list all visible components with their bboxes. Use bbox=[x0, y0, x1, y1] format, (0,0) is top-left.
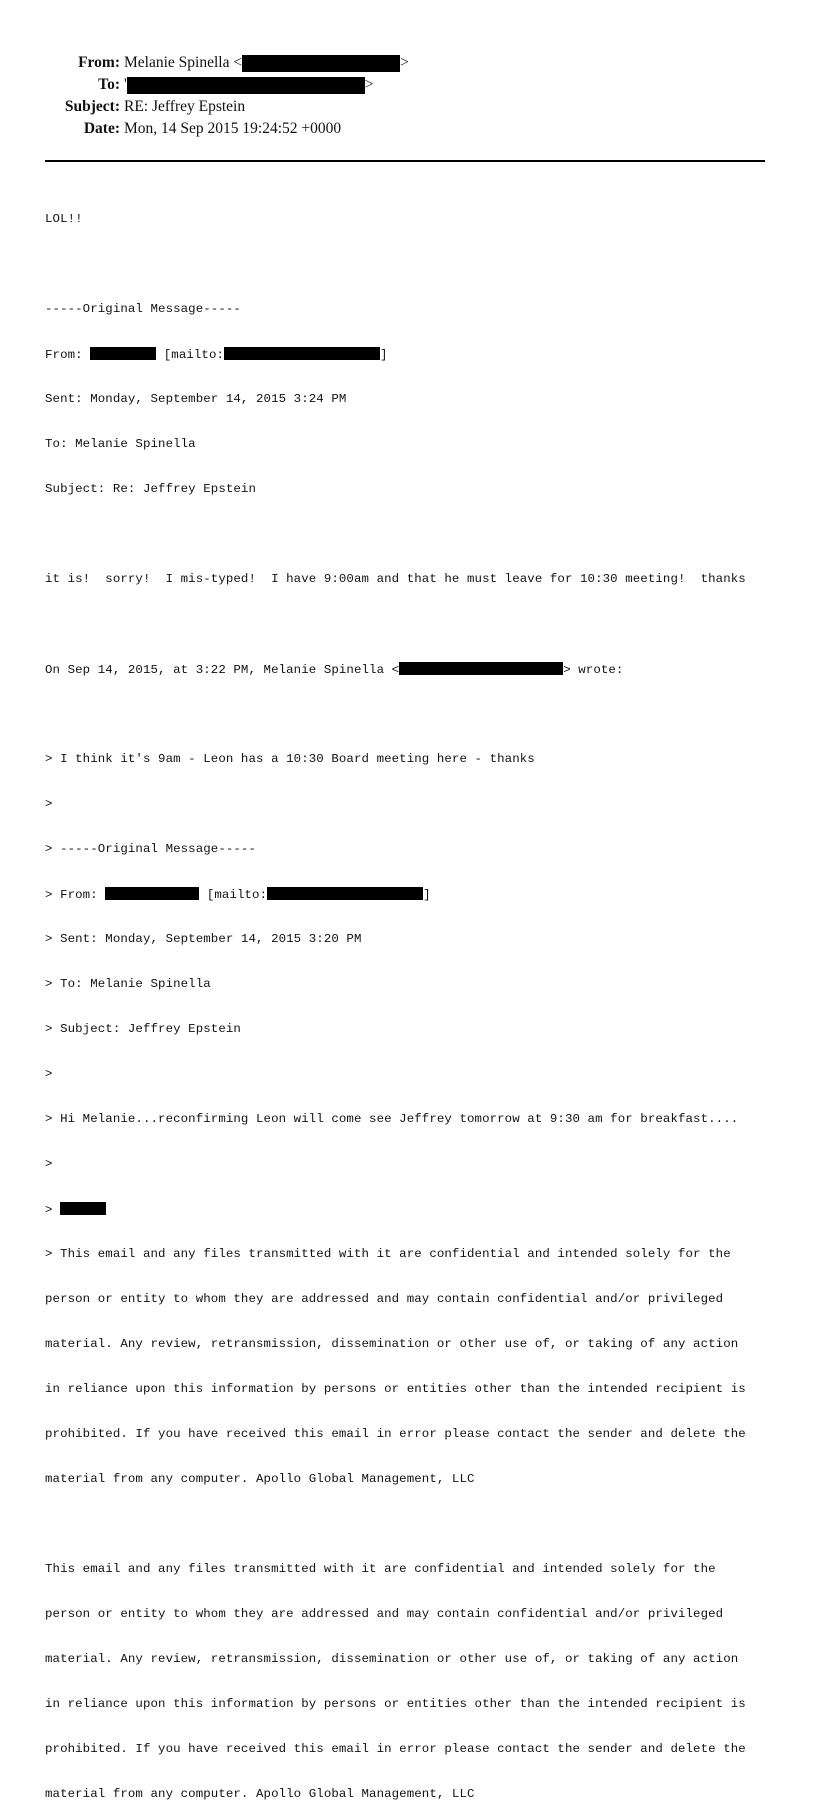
disclaimer-line: person or entity to whom they are addressed and may contain confidential and/or privileged bbox=[45, 1607, 724, 1621]
date-label: Date: bbox=[83, 120, 120, 137]
blank-line bbox=[45, 257, 785, 272]
subject-value: RE: Jeffrey Epstein bbox=[124, 98, 246, 115]
redacted-from-email bbox=[242, 55, 400, 72]
redacted-sender-email bbox=[224, 347, 380, 360]
quoted-disclaimer-line: > This email and any files transmitted with it are confidential and intended solely for the bbox=[45, 1247, 731, 1261]
to-close: > bbox=[364, 76, 374, 93]
from-label: From: bbox=[78, 54, 120, 71]
original-message-separator: -----Original Message----- bbox=[45, 302, 241, 316]
blank-line bbox=[45, 707, 785, 722]
quoted-signature-line bbox=[45, 1202, 785, 1217]
to-open: ' bbox=[124, 76, 127, 93]
to-label: To: bbox=[98, 76, 120, 93]
quoted-disclaimer-line: material. Any review, retransmission, dissemination or other use of, or taking of any action bbox=[45, 1337, 739, 1351]
from-value bbox=[124, 52, 409, 74]
redacted-to-email bbox=[127, 77, 365, 94]
quoted-disclaimer-line: prohibited. If you have received this email in error please contact the sender and delete the bbox=[45, 1427, 746, 1441]
date-value: Mon, 14 Sep 2015 19:24:52 +0000 bbox=[124, 120, 342, 137]
redacted-signature bbox=[60, 1202, 106, 1215]
quoted-message: > Hi Melanie...reconfirming Leon will come see Jeffrey tomorrow at 9:30 am for breakfast.... bbox=[45, 1112, 739, 1126]
quote-marker: > bbox=[45, 1157, 53, 1171]
blank-line bbox=[45, 1517, 785, 1532]
redacted-sender-email bbox=[267, 887, 423, 900]
orig1-sent-line: Sent: Monday, September 14, 2015 3:24 PM bbox=[45, 392, 347, 406]
quote-marker: > bbox=[45, 1067, 53, 1081]
header-divider bbox=[45, 160, 765, 162]
quoted-sent-line: > Sent: Monday, September 14, 2015 3:20 PM bbox=[45, 932, 362, 946]
quoted-sig-prefix: > bbox=[45, 1203, 61, 1217]
quote-marker: > bbox=[45, 797, 53, 811]
email-body bbox=[45, 182, 785, 1817]
from-close: > bbox=[400, 54, 409, 71]
subject-label: Subject: bbox=[64, 98, 120, 115]
redacted-email bbox=[399, 662, 563, 675]
on-wrote-suffix: > wrote: bbox=[563, 663, 624, 677]
quoted-subject-line: > Subject: Jeffrey Epstein bbox=[45, 1022, 241, 1036]
from-name: Melanie Spinella < bbox=[124, 54, 243, 71]
quoted-to-line: > To: Melanie Spinella bbox=[45, 977, 211, 991]
disclaimer-line: material from any computer. Apollo Global Management, LLC bbox=[45, 1787, 475, 1801]
quoted-from-line bbox=[45, 887, 785, 902]
orig1-from-line bbox=[45, 347, 785, 362]
orig1-mailto-suffix: ] bbox=[380, 348, 388, 362]
redacted-sender-name bbox=[105, 887, 199, 900]
orig1-subject-line: Subject: Re: Jeffrey Epstein bbox=[45, 482, 256, 496]
reply-text: LOL!! bbox=[45, 212, 83, 226]
quoted-disclaimer-line: in reliance upon this information by persons or entities other than the intended recipient is bbox=[45, 1382, 746, 1396]
blank-line bbox=[45, 527, 785, 542]
quoted-disclaimer-line: material from any computer. Apollo Global Management, LLC bbox=[45, 1472, 475, 1486]
on-wrote-prefix: On Sep 14, 2015, at 3:22 PM, Melanie Spinella < bbox=[45, 663, 400, 677]
blank-line bbox=[45, 617, 785, 632]
disclaimer-line: prohibited. If you have received this email in error please contact the sender and delete the bbox=[45, 1742, 746, 1756]
quoted-mailto-suffix: ] bbox=[423, 888, 431, 902]
disclaimer-line: material. Any review, retransmission, dissemination or other use of, or taking of any action bbox=[45, 1652, 739, 1666]
quoted-mailto-prefix: [mailto: bbox=[199, 888, 268, 902]
to-value bbox=[124, 74, 374, 96]
disclaimer-line: This email and any files transmitted with it are confidential and intended solely for the bbox=[45, 1562, 716, 1576]
redacted-sender-name bbox=[90, 347, 156, 360]
on-wrote-line bbox=[45, 662, 785, 677]
quoted-line: > I think it's 9am - Leon has a 10:30 Board meeting here - thanks bbox=[45, 752, 535, 766]
quoted-disclaimer-line: person or entity to whom they are addressed and may contain confidential and/or privileged bbox=[45, 1292, 724, 1306]
quoted-from-prefix: > From: bbox=[45, 888, 106, 902]
message-text: it is! sorry! I mis-typed! I have 9:00am and that he must leave for 10:30 meeting! thanks bbox=[45, 572, 746, 586]
orig1-to-line: To: Melanie Spinella bbox=[45, 437, 196, 451]
orig1-mailto-prefix: [mailto: bbox=[156, 348, 225, 362]
orig1-from-prefix: From: bbox=[45, 348, 91, 362]
disclaimer-line: in reliance upon this information by persons or entities other than the intended recipient is bbox=[45, 1697, 746, 1711]
quoted-separator: > -----Original Message----- bbox=[45, 842, 256, 856]
